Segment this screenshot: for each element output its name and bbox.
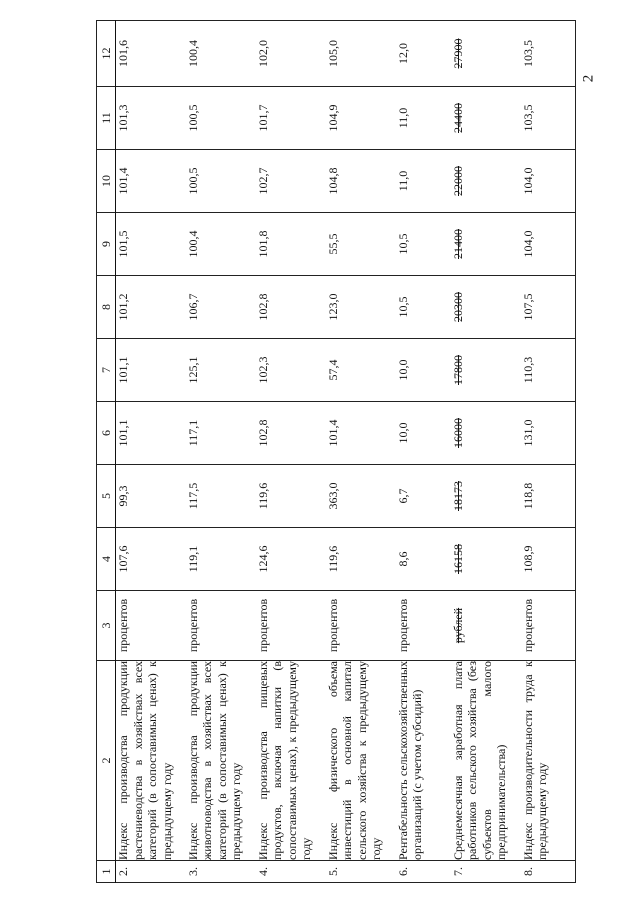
value-cell: 108,9 — [521, 528, 576, 591]
value-cell: 102,8 — [256, 402, 326, 465]
unit-cell: процентов — [521, 591, 576, 661]
value-cell: 101,6 — [116, 21, 186, 87]
value-cell: 117,5 — [186, 465, 256, 528]
table-row — [521, 21, 576, 883]
value-cell: 100,4 — [186, 21, 256, 87]
column-header: 3 — [97, 591, 116, 661]
table-row — [451, 21, 521, 883]
value-cell: 101,5 — [116, 213, 186, 276]
indicator-name: Среднемесячная заработная плата работников сельского хозяйства (без субъектов малого предпринимательства) — [451, 661, 521, 861]
value-cell: 102,8 — [256, 276, 326, 339]
value-cell: 103,5 — [521, 87, 576, 150]
indicator-name: Индекс физического объема инвестиций в основной капитал сельского хозяйства к предыдущему году — [326, 661, 396, 861]
value-cell: 104,8 — [326, 150, 396, 213]
value-cell: 27900 — [451, 21, 521, 87]
row-number: 3. — [186, 861, 256, 883]
value-cell: 107,5 — [521, 276, 576, 339]
value-cell: 10,5 — [396, 276, 451, 339]
unit-cell: рублей — [451, 591, 521, 661]
value-cell: 18173 — [451, 465, 521, 528]
table-row — [186, 21, 256, 883]
value-cell: 101,4 — [116, 150, 186, 213]
table-header — [97, 21, 116, 883]
value-cell: 119,1 — [186, 528, 256, 591]
indicator-name: Индекс производства продукции растениеводства в хозяйствах всех категорий (в сопоставимых ценах) к предыдущему году — [116, 661, 186, 861]
column-header: 10 — [97, 150, 116, 213]
table-row — [256, 21, 326, 883]
value-cell: 131,0 — [521, 402, 576, 465]
page-number: 2 — [579, 74, 596, 83]
value-cell: 101,1 — [116, 402, 186, 465]
value-cell: 104,9 — [326, 87, 396, 150]
value-cell: 125,1 — [186, 339, 256, 402]
value-cell: 10,0 — [396, 339, 451, 402]
value-cell: 11,0 — [396, 150, 451, 213]
value-cell: 102,3 — [256, 339, 326, 402]
value-cell: 16158 — [451, 528, 521, 591]
value-cell: 16000 — [451, 402, 521, 465]
value-cell: 6,7 — [396, 465, 451, 528]
indicators-table — [96, 20, 576, 883]
value-cell: 101,3 — [116, 87, 186, 150]
value-cell: 55,5 — [326, 213, 396, 276]
row-number: 4. — [256, 861, 326, 883]
table-body — [116, 21, 576, 883]
value-cell: 10,0 — [396, 402, 451, 465]
value-cell: 11,0 — [396, 87, 451, 150]
value-cell: 21400 — [451, 213, 521, 276]
value-cell: 123,0 — [326, 276, 396, 339]
value-cell: 101,8 — [256, 213, 326, 276]
column-header: 5 — [97, 465, 116, 528]
row-number: 7. — [451, 861, 521, 883]
value-cell: 100,5 — [186, 87, 256, 150]
value-cell: 101,2 — [116, 276, 186, 339]
value-cell: 100,5 — [186, 150, 256, 213]
value-cell: 101,7 — [256, 87, 326, 150]
value-cell: 107,6 — [116, 528, 186, 591]
unit-cell: процентов — [186, 591, 256, 661]
value-cell: 101,4 — [326, 402, 396, 465]
indicator-name: Рентабельность сельскохозяйственных организаций (с учетом субсидий) — [396, 661, 451, 861]
row-number: 6. — [396, 861, 451, 883]
value-cell: 119,6 — [326, 528, 396, 591]
value-cell: 99,3 — [116, 465, 186, 528]
indicator-name: Индекс производства продукции животноводства в хозяйствах всех категорий (в сопоставимых ценах) к предыдущему году — [186, 661, 256, 861]
value-cell: 105,0 — [326, 21, 396, 87]
column-header: 7 — [97, 339, 116, 402]
value-cell: 124,6 — [256, 528, 326, 591]
value-cell: 24400 — [451, 87, 521, 150]
table-row — [326, 21, 396, 883]
indicator-name: Индекс производства пищевых продуктов, включая напитки (в сопоставимых ценах), к предыдущему году — [256, 661, 326, 861]
column-header: 2 — [97, 661, 116, 861]
value-cell: 103,5 — [521, 21, 576, 87]
value-cell: 22000 — [451, 150, 521, 213]
column-header: 6 — [97, 402, 116, 465]
value-cell: 8,6 — [396, 528, 451, 591]
value-cell: 104,0 — [521, 213, 576, 276]
unit-cell: процентов — [256, 591, 326, 661]
row-number: 5. — [326, 861, 396, 883]
value-cell: 12,0 — [396, 21, 451, 87]
value-cell: 101,1 — [116, 339, 186, 402]
value-cell: 102,0 — [256, 21, 326, 87]
value-cell: 57,4 — [326, 339, 396, 402]
value-cell: 110,3 — [521, 339, 576, 402]
unit-cell: процентов — [116, 591, 186, 661]
value-cell: 118,8 — [521, 465, 576, 528]
row-number: 2. — [116, 861, 186, 883]
unit-cell: процентов — [326, 591, 396, 661]
value-cell: 104,0 — [521, 150, 576, 213]
value-cell: 117,1 — [186, 402, 256, 465]
value-cell: 20300 — [451, 276, 521, 339]
column-header: 4 — [97, 528, 116, 591]
column-header: 11 — [97, 87, 116, 150]
value-cell: 106,7 — [186, 276, 256, 339]
column-header: 12 — [97, 21, 116, 87]
value-cell: 119,6 — [256, 465, 326, 528]
header-row — [97, 21, 116, 883]
indicator-name: Индекс производительности труда к предыдущему году — [521, 661, 576, 861]
unit-cell: процентов — [396, 591, 451, 661]
value-cell: 363,0 — [326, 465, 396, 528]
table-row — [116, 21, 186, 883]
column-header: 8 — [97, 276, 116, 339]
column-header: 9 — [97, 213, 116, 276]
value-cell: 17800 — [451, 339, 521, 402]
column-header: 1 — [97, 861, 116, 883]
value-cell: 102,7 — [256, 150, 326, 213]
row-number: 8. — [521, 861, 576, 883]
value-cell: 100,4 — [186, 213, 256, 276]
value-cell: 10,5 — [396, 213, 451, 276]
table-row — [396, 21, 451, 883]
